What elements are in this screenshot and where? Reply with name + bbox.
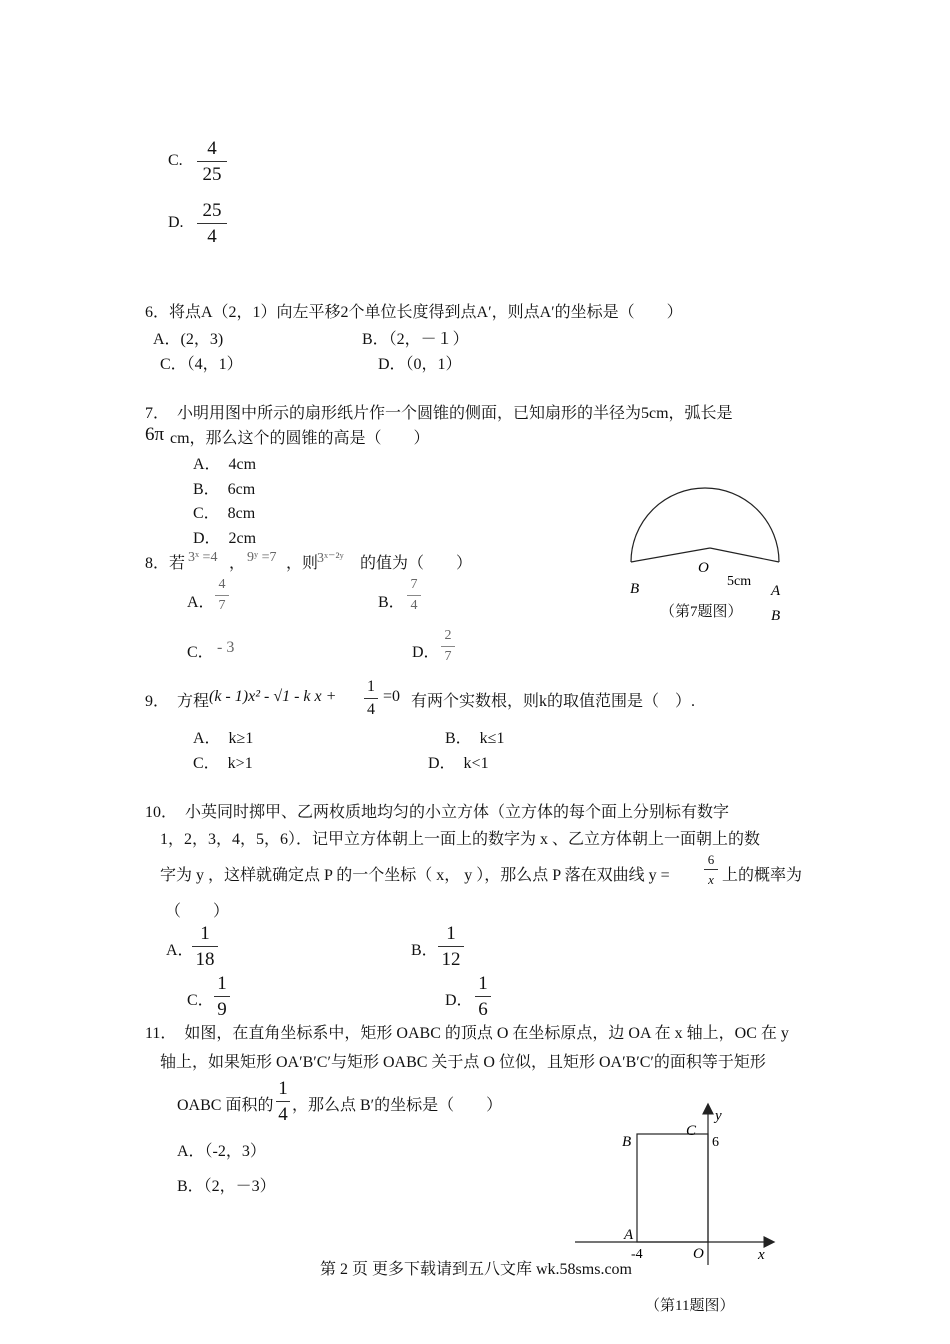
- q11-stem-line3-a: OABC 面积的: [177, 1097, 274, 1114]
- numerator: 1: [367, 678, 375, 695]
- numerator: 1: [478, 973, 488, 994]
- q8-stem-mid: ，则: [286, 555, 319, 572]
- q9-equation-fraction: [364, 679, 378, 718]
- denominator: 4: [278, 1104, 288, 1125]
- label-b: B: [622, 1134, 632, 1150]
- q9-option-d: D． k<1: [428, 755, 489, 772]
- denominator: 9: [217, 999, 227, 1020]
- q8-option-c-label: C．: [187, 644, 214, 661]
- q9-stem-suffix: 有两个实数根，则k的取值范围是（ ）.: [411, 693, 696, 710]
- label-a: A: [624, 1227, 634, 1243]
- q10-stem-line4: （ ）: [165, 903, 230, 920]
- numerator: 7: [410, 577, 418, 592]
- q8-option-a-label: A．: [187, 594, 215, 611]
- numerator: 1: [278, 1078, 288, 1099]
- label-b: B: [630, 581, 640, 597]
- label-c: C: [686, 1123, 697, 1139]
- q6-option-a: A．(2，3): [153, 331, 224, 348]
- denominator: 25: [202, 164, 222, 185]
- q7-option-c: C． 8cm: [193, 505, 256, 522]
- q10-stem-line2: 1，2，3，4，5，6）．记甲立方体朝上一面上的数字为 x 、乙立方体朝上一面朝上的数: [160, 831, 761, 848]
- q10-curve-fraction: [704, 853, 718, 886]
- q5-option-d-fraction: [197, 201, 227, 246]
- q10-option-a-fraction: [192, 924, 218, 969]
- q9-option-a: A． k≥1: [193, 730, 254, 747]
- denominator: 12: [441, 949, 461, 970]
- q8-stem-prefix: 8．若: [145, 555, 186, 572]
- q11-stem-line1: 11． 如图，在直角坐标系中，矩形 OABC 的顶点 O 在坐标原点，边 OA 在 x 轴上，OC 在 y: [145, 1025, 789, 1042]
- numerator: 4: [207, 138, 217, 159]
- q10-stem-line3-a: 字为 y ，这样就确定点 P 的一个坐标（ x， y ），那么点 P 落在双曲线 y =: [160, 867, 670, 884]
- numerator: 6: [707, 852, 715, 867]
- label-six: 6: [712, 1135, 719, 1150]
- q5-option-c-label: C.: [168, 152, 183, 169]
- q8-option-d-label: D．: [412, 644, 440, 661]
- q8-condition-2: 9ʸ =7: [247, 550, 277, 565]
- label-o: O: [698, 560, 709, 576]
- q11-option-b: B．（2，－3）: [177, 1178, 276, 1195]
- q10-option-c-label: C．: [187, 992, 214, 1009]
- q7-stem-line1: 7． 小明用图中所示的扇形纸片作一个圆锥的侧面，已知扇形的半径为5cm，弧长是: [145, 405, 733, 422]
- denominator: 7: [444, 649, 452, 664]
- q6-option-c: C．（4，1）: [160, 356, 243, 373]
- denominator: 6: [478, 999, 488, 1020]
- q11-coordinate-figure: [560, 1095, 790, 1275]
- q10-option-b-label: B．: [411, 942, 438, 959]
- q8-option-b-label: B．: [378, 594, 405, 611]
- q10-option-a-label: A．: [166, 942, 194, 959]
- q11-figure-caption: （第11题图）: [645, 1298, 735, 1314]
- label-radius: 5cm: [727, 574, 752, 589]
- q8-option-c-value: - 3: [217, 639, 235, 656]
- label-b2: B: [771, 608, 781, 624]
- q8-option-a-fraction: [215, 578, 229, 613]
- label-x: x: [758, 1247, 765, 1263]
- q7-option-d: D． 2cm: [193, 530, 257, 547]
- q11-stem-line2: 轴上，如果矩形 OA′B′C′与矩形 OABC 关于点 O 位似，且矩形 OA′B′C′的面积等于矩形: [160, 1054, 766, 1071]
- sector-radius-right: [710, 548, 779, 562]
- label-neg4: -4: [631, 1247, 643, 1262]
- numerator: 1: [446, 923, 456, 944]
- q9-option-c: C． k>1: [193, 755, 253, 772]
- q7-option-b: B． 6cm: [193, 481, 256, 498]
- numerator: 4: [218, 577, 226, 592]
- denominator: 7: [218, 598, 226, 613]
- denominator: 18: [195, 949, 215, 970]
- q5-option-c-fraction: [197, 139, 227, 184]
- q10-option-c-fraction: [214, 974, 230, 1019]
- q10-option-b-fraction: [438, 924, 464, 969]
- rectangle-oabc: [637, 1134, 708, 1242]
- q6-option-d: D．（0，1）: [378, 356, 462, 373]
- label-y: y: [715, 1108, 722, 1124]
- q9-equation-right: =0: [383, 688, 401, 705]
- denominator: 4: [410, 598, 418, 613]
- q8-comma: ，: [229, 555, 246, 572]
- q7-option-a: A． 4cm: [193, 456, 257, 473]
- numerator: 1: [200, 923, 210, 944]
- q11-option-a: A．（-2，3）: [177, 1143, 266, 1160]
- q10-stem-line1: 10． 小英同时掷甲、乙两枚质地均匀的小立方体（立方体的每个面上分别标有数字: [145, 804, 730, 821]
- denominator: x: [708, 872, 714, 887]
- q11-stem-line3-b: ，那么点 B′的坐标是（ ）: [292, 1097, 503, 1114]
- q10-stem-line3-b: 上的概率为: [722, 867, 803, 884]
- q6-option-b: B．（2，－１）: [362, 331, 469, 348]
- q11-area-fraction: [276, 1079, 290, 1124]
- q9-stem-prefix: 9． 方程: [145, 693, 210, 710]
- q8-condition-1: 3ˣ =4: [188, 550, 218, 565]
- q6-stem: 6．将点A（2，1）向左平移2个单位长度得到点A′，则点A′的坐标是（ ）: [145, 304, 683, 321]
- label-o: O: [693, 1246, 704, 1262]
- q7-stem-pi: 6π: [145, 424, 165, 445]
- q9-option-b: B． k≤1: [445, 730, 505, 747]
- q5-option-d-label: D.: [168, 214, 184, 231]
- q8-expression: 3ˣ⁻²ʸ: [317, 551, 344, 566]
- label-a: A: [771, 583, 781, 599]
- q9-equation-left: (k - 1)x² - √1 - k x +: [209, 688, 337, 705]
- numerator: 2: [444, 628, 452, 643]
- q8-stem-suffix: 的值为（ ）: [360, 555, 473, 572]
- numerator: 25: [202, 200, 222, 221]
- numerator: 1: [217, 973, 227, 994]
- denominator: 4: [207, 226, 217, 247]
- page-footer: 第 2 页 更多下载请到五八文库 wk.58sms.com: [320, 1261, 633, 1278]
- q8-option-b-fraction: [407, 578, 421, 613]
- q8-option-d-fraction: [441, 629, 455, 664]
- q7-figure-caption: （第7题图）: [660, 604, 743, 620]
- q10-option-d-fraction: [475, 974, 491, 1019]
- q10-option-d-label: D．: [445, 992, 473, 1009]
- sector-arc: [631, 488, 779, 562]
- q7-stem-line2: cm，那么这个的圆锥的高是（ ）: [170, 430, 430, 447]
- denominator: 4: [367, 701, 375, 718]
